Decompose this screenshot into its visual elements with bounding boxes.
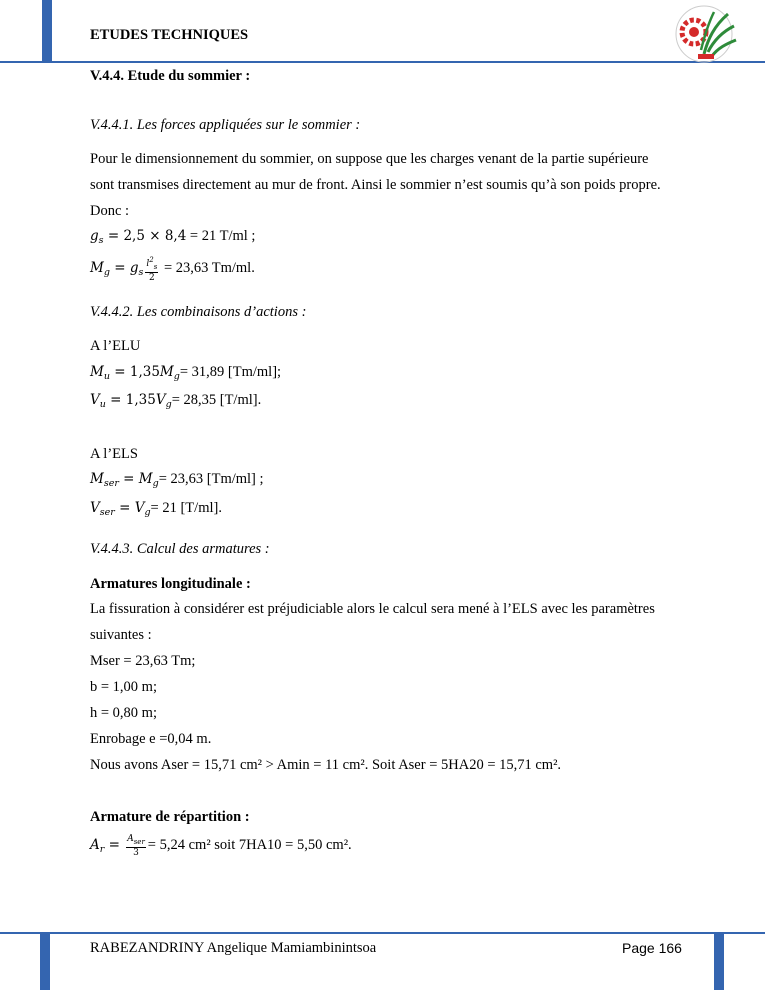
header-title: ETUDES TECHNIQUES: [90, 27, 249, 43]
footer-author: RABEZANDRINY Angelique Mamiambinintsoa: [90, 940, 377, 956]
header-side-bar: [42, 0, 52, 62]
elu-label: A l’ELU: [90, 338, 141, 354]
distribution-title: Armature de répartition :: [90, 809, 250, 825]
page-number: Page 166: [622, 940, 682, 956]
footer-right-bar: [714, 934, 724, 990]
paragraph-line: suivantes :: [90, 627, 152, 643]
paragraph-line: La fissuration à considérer est préjudiciable alors le calcul sera mené à l’ELS avec les paramètres: [90, 601, 655, 617]
equation-mu-result: = 31,89 [Tm/ml];: [179, 364, 282, 380]
param-mser: Mser = 23,63 Tm;: [90, 653, 196, 669]
longitudinal-title: Armatures longitudinale :: [90, 576, 251, 592]
section-title: V.4.4. Etude du sommier :: [90, 68, 251, 84]
footer-rule: [0, 932, 765, 934]
equation-gs: $g_s = 2,5 \times 8,4 = 21$ T/ml ;: [90, 228, 256, 246]
equation-vser: $V_{ser} = V_g= 21$ [T/ml].: [90, 500, 222, 518]
equation-gs-result: = 21 T/ml ;: [186, 228, 256, 244]
param-h: h = 0,80 m;: [90, 705, 157, 721]
equation-ar-result: = 5,24 cm² soit 7HA10 = 5,50 cm².: [147, 837, 352, 854]
els-label: A l’ELS: [90, 446, 138, 462]
subsection-forces-title: V.4.4.1. Les forces appliquées sur le sommier :: [90, 117, 361, 133]
equation-mser-result: = 23,63 [Tm/ml] ;: [158, 471, 264, 487]
reinforcement-result: Nous avons Aser = 15,71 cm² > Amin = 11 cm². Soit Aser = 5HA20 = 15,71 cm².: [90, 757, 562, 773]
header-rule: [0, 61, 765, 63]
paragraph-line: sont transmises directement au mur de front. Ainsi le sommier n’est soumis qu’à son poids propre.: [90, 177, 661, 193]
paragraph-line: Pour le dimensionnement du sommier, on suppose que les charges venant de la partie supérieure: [90, 151, 649, 167]
equation-vu: $V_u = 1,35V_g= 28,35$ [T/ml].: [90, 392, 262, 410]
subsection-combinations-title: V.4.4.2. Les combinaisons d’actions :: [90, 304, 307, 320]
footer-left-bar: [40, 934, 50, 990]
equation-mser: $M_{ser} = M_g= 23,63$ [Tm/ml] ;: [90, 471, 264, 489]
equation-vser-result: = 21 [T/ml].: [150, 500, 222, 516]
param-b: b = 1,00 m;: [90, 679, 157, 695]
paragraph-line: Donc :: [90, 203, 130, 219]
equation-mg: $M_g = g_s$ $\frac{l^2_s}{2}$ = 23,63 Tm/ml.: [90, 256, 255, 283]
subsection-reinforcement-title: V.4.4.3. Calcul des armatures :: [90, 541, 270, 557]
equation-gs-value: 2,5 × 8,4: [123, 228, 187, 244]
equation-ar: $A_r$ = $\frac{A_{ser}}{3}$ = 5,24 cm² soit 7HA10 = 5,50 cm².: [90, 834, 352, 858]
institution-logo-icon: [668, 4, 740, 64]
equation-vu-result: = 28,35 [T/ml].: [171, 392, 262, 408]
equation-mg-result: = 23,63 Tm/ml.: [160, 260, 255, 277]
equation-mu: $M_u = 1,35M_g= 31,89$ [Tm/ml];: [90, 364, 282, 382]
param-enrobage: Enrobage e =0,04 m.: [90, 731, 212, 747]
